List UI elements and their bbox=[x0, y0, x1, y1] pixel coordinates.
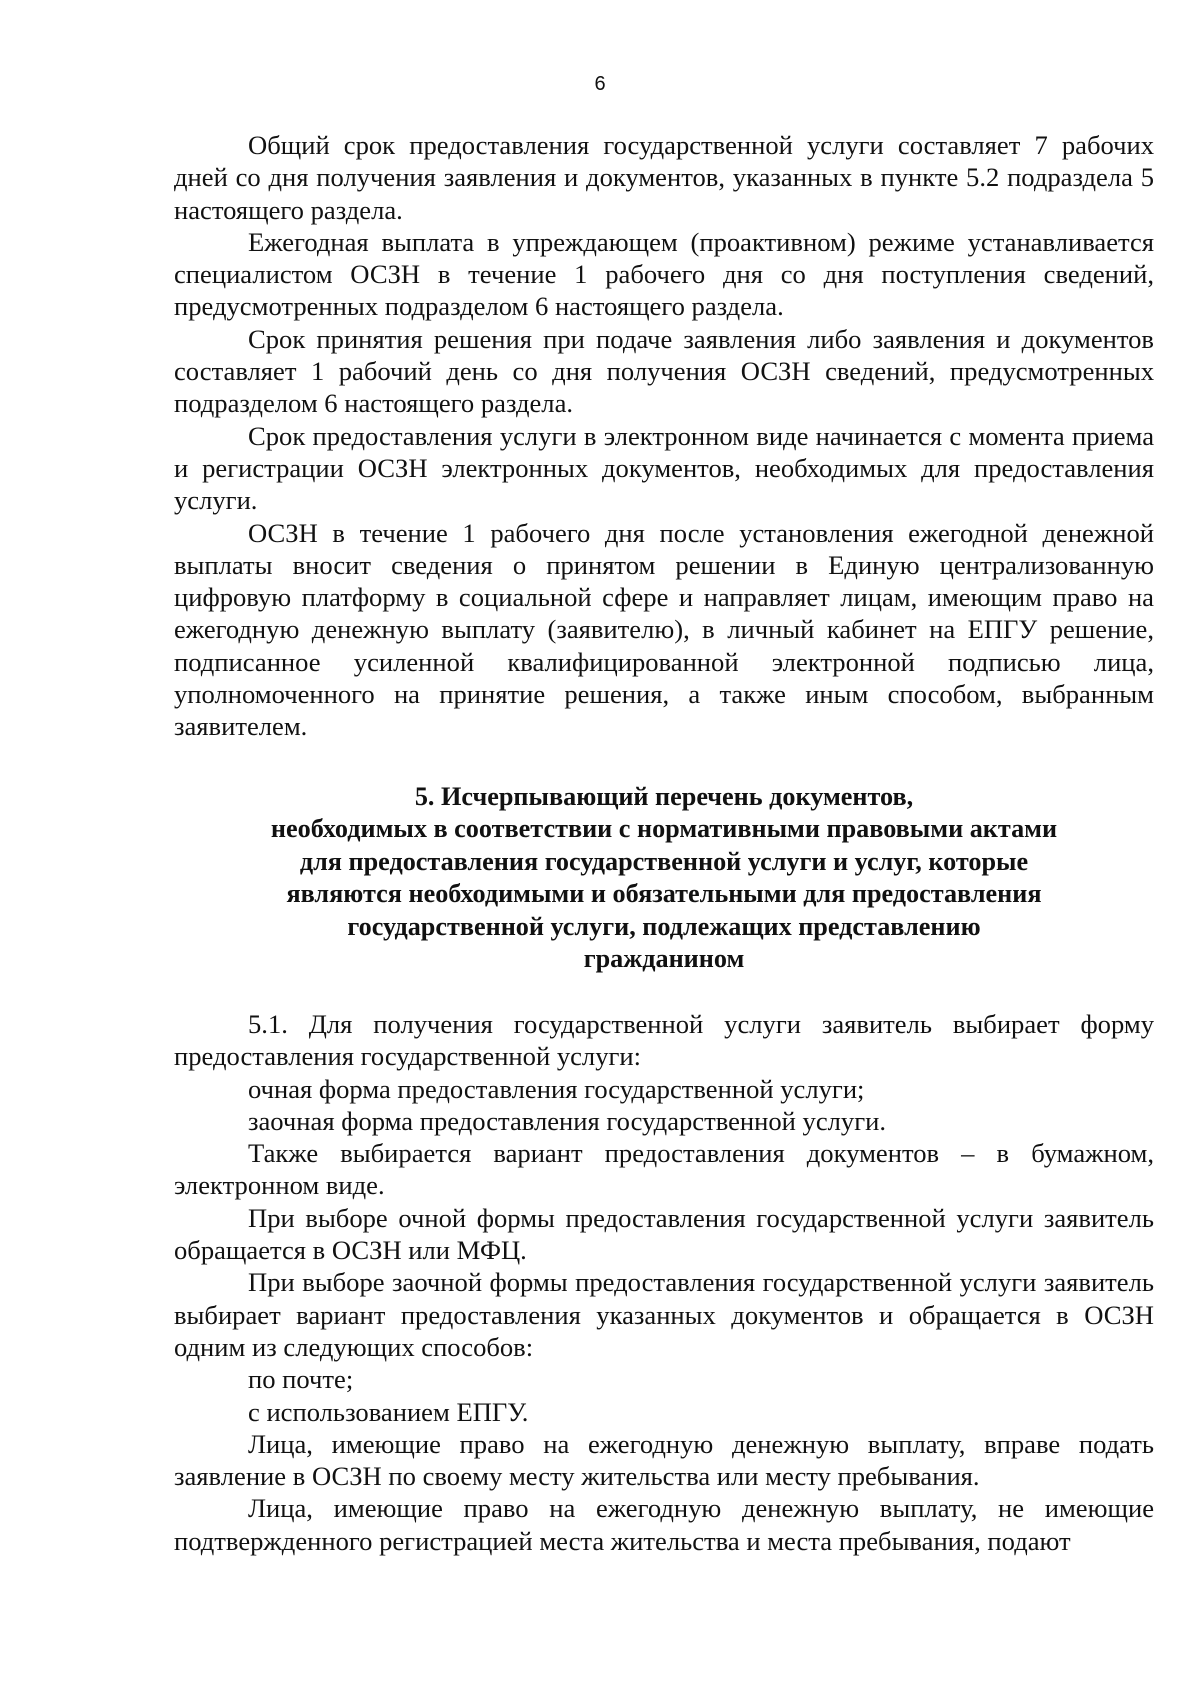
heading-line: государственной услуги, подлежащих представлению bbox=[347, 911, 981, 941]
paragraph-no-registration: Лица, имеющие право на ежегодную денежную выплату, не имеющие подтвержденного регистрацией места жительства и места пребывания, подают bbox=[174, 1493, 1154, 1556]
paragraph-electronic-term: Срок предоставления услуги в электронном виде начинается с момента приема и регистрации ОСЗН электронных документов, необходимых для предоставления услуги. bbox=[174, 420, 1154, 516]
paragraph-decision-notification: ОСЗН в течение 1 рабочего дня после установления ежегодной денежной выплаты вносит сведения о принятом решении в Единую централизованную цифровую платформу в социальной сфере и направляет лицам, имеющим право на ежегодную денежную выплату (заявителю), в личный кабинет на ЕПГУ решение, подписанное усиленной квалифицированной электронной подписью лица, уполномоченного на принятие решения, а также иным способом, выбранным заявителем. bbox=[174, 517, 1154, 742]
heading-line: 5. Исчерпывающий перечень документов, bbox=[414, 782, 914, 811]
paragraph-5-1: 5.1. Для получения государственной услуги заявитель выбирает форму предоставления государственной услуги: bbox=[174, 1009, 1154, 1072]
paragraph-document-variant: Также выбирается вариант предоставления документов – в бумажном, электронном виде. bbox=[174, 1138, 1154, 1201]
section-heading bbox=[174, 781, 1154, 975]
paragraph-place-of-residence: Лица, имеющие право на ежегодную денежную выплату, вправе подать заявление в ОСЗН по своему месту жительства или месту пребывания. bbox=[174, 1428, 1154, 1492]
heading-line: являются необходимыми и обязательными для предоставления bbox=[286, 879, 1042, 909]
heading-line: гражданином bbox=[583, 944, 745, 974]
list-item-epgu: с использованием ЕПГУ. bbox=[248, 1396, 529, 1427]
paragraph-proactive-payment: Ежегодная выплата в упреждающем (проактивном) режиме устанавливается специалистом ОСЗН в течение 1 рабочего дня со дня поступления сведений, предусмотренных подразделом 6 настоящего раздела. bbox=[174, 226, 1154, 322]
list-item-remote: заочная форма предоставления государственной услуги. bbox=[248, 1105, 887, 1136]
heading-line: для предоставления государственной услуги и услуг, которые bbox=[299, 846, 1029, 876]
paragraph-decision-term: Срок принятия решения при подаче заявления либо заявления и документов составляет 1 рабочий день со дня получения ОСЗН сведений, предусмотренных подразделом 6 настоящего раздела. bbox=[174, 323, 1154, 419]
paragraph-in-person-choice: При выборе очной формы предоставления государственной услуги заявитель обращается в ОСЗН или МФЦ. bbox=[174, 1202, 1154, 1266]
list-item-by-mail: по почте; bbox=[248, 1364, 354, 1395]
heading-line: необходимых в соответствии с нормативными правовыми актами bbox=[270, 814, 1058, 844]
body-text-bottom bbox=[174, 1008, 1154, 1557]
page-number: 6 bbox=[594, 73, 606, 95]
paragraph-total-term: Общий срок предоставления государственной услуги составляет 7 рабочих дней со дня получения заявления и документов, указанных в пункте 5.2 подраздела 5 настоящего раздела. bbox=[174, 130, 1154, 225]
paragraph-remote-choice: При выборе заочной формы предоставления государственной услуги заявитель выбирает вариант предоставления указанных документов и обращается в ОСЗН одним из следующих способов: bbox=[174, 1267, 1154, 1362]
list-item-in-person: очная форма предоставления государственной услуги; bbox=[248, 1073, 865, 1104]
body-text-top bbox=[174, 129, 1154, 743]
